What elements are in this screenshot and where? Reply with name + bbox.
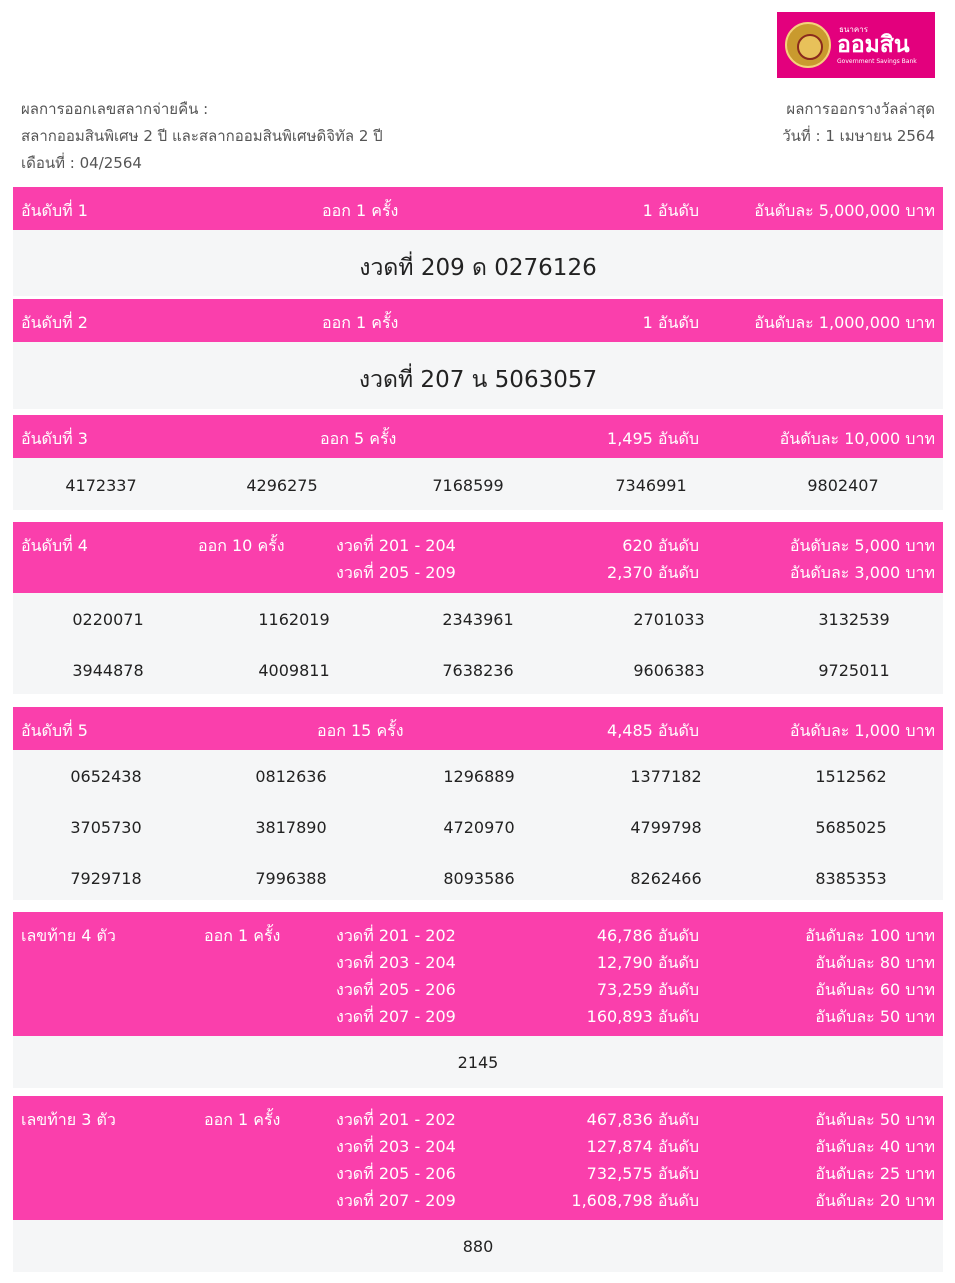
prize4-numbers [13,593,943,694]
prize4-amount: อันดับละ 3,000 บาท [789,563,935,582]
last3-period: งวดที่ 205 - 206 [336,1164,456,1183]
latest-result-label: ผลการออกรางวัลล่าสุด [786,100,935,118]
last4-period: งวดที่ 201 - 202 [336,926,456,945]
last4-count: 160,893 อันดับ [586,1007,699,1026]
winning-number: 7929718 [70,869,142,888]
last4-rank: เลขท้าย 4 ตัว [21,926,116,945]
header-latest [782,96,935,150]
prize3-count: 1,495 อันดับ [607,429,699,448]
winning-number: 9606383 [633,661,705,680]
prize3-draws: ออก 5 ครั้ง [320,429,397,448]
last4-amount: อันดับละ 50 บาท [815,1007,935,1026]
last3-period: งวดที่ 201 - 202 [336,1110,456,1129]
prize1-header [13,187,943,230]
prize4-count: 2,370 อันดับ [607,563,699,582]
last4-header [13,912,943,1036]
last4-count: 12,790 อันดับ [596,953,699,972]
bank-seal-icon [785,22,831,68]
winning-number: 9802407 [807,476,879,495]
last3-period: งวดที่ 203 - 204 [336,1137,456,1156]
winning-number: 880 [462,1237,494,1256]
winning-number: 3944878 [72,661,144,680]
last3-count: 1,608,798 อันดับ [571,1191,699,1210]
header-product: สลากออมสินพิเศษ 2 ปี และสลากออมสินพิเศษดิจิทัล 2 ปี [21,127,383,145]
winning-number: 4720970 [443,818,515,837]
gsb-logo[interactable] [777,12,935,78]
prize4-header [13,522,943,593]
winning-number: 8385353 [815,869,887,888]
last3-period: งวดที่ 207 - 209 [336,1191,456,1210]
last4-amount: อันดับละ 60 บาท [815,980,935,999]
winning-number: 0812636 [255,767,327,786]
prize1-draws: ออก 1 ครั้ง [322,201,399,220]
prize2-result-row [13,342,943,409]
prize1-rank: อันดับที่ 1 [21,201,88,220]
prize3-header [13,415,943,458]
last3-number-row [13,1220,943,1272]
prize4-period: งวดที่ 205 - 209 [336,563,456,582]
winning-number: 2343961 [442,610,514,629]
last3-count: 732,575 อันดับ [586,1164,699,1183]
winning-number: 1512562 [815,767,887,786]
prize5-header [13,707,943,750]
prize5-rank: อันดับที่ 5 [21,721,88,740]
logo-english-name: Government Savings Bank [837,57,917,65]
last3-count: 127,874 อันดับ [586,1137,699,1156]
last3-rank: เลขท้าย 3 ตัว [21,1110,116,1129]
prize4-draws: ออก 10 ครั้ง [198,536,285,555]
last3-draws: ออก 1 ครั้ง [204,1110,281,1129]
winning-number: 9725011 [818,661,890,680]
header-info [21,96,383,177]
last3-header [13,1096,943,1220]
winning-number: 1377182 [630,767,702,786]
prize1-result-row [13,230,943,296]
winning-number: 7996388 [255,869,327,888]
prize3-rank: อันดับที่ 3 [21,429,88,448]
prize2-draws: ออก 1 ครั้ง [322,313,399,332]
last3-amount: อันดับละ 25 บาท [815,1164,935,1183]
last4-period: งวดที่ 203 - 204 [336,953,456,972]
prize4-count: 620 อันดับ [622,536,699,555]
winning-number: 3705730 [70,818,142,837]
prize2-count: 1 อันดับ [642,313,699,332]
last4-draws: ออก 1 ครั้ง [204,926,281,945]
prize2-result: งวดที่ 207 น 5063057 [358,367,598,393]
winning-number: 1296889 [443,767,515,786]
winning-number: 8262466 [630,869,702,888]
winning-number: 8093586 [443,869,515,888]
header-title: ผลการออกเลขสลากจ่ายคืน : [21,100,209,118]
winning-number: 3817890 [255,818,327,837]
winning-number: 1162019 [258,610,330,629]
prize5-amount: อันดับละ 1,000 บาท [789,721,935,740]
prize2-header [13,299,943,342]
winning-number: 4799798 [630,818,702,837]
winning-number: 0220071 [72,610,144,629]
prize1-amount: อันดับละ 5,000,000 บาท [754,201,935,220]
prize1-result: งวดที่ 209 ด 0276126 [359,255,597,281]
prize2-amount: อันดับละ 1,000,000 บาท [754,313,935,332]
winning-number: 7346991 [615,476,687,495]
winning-number: 4296275 [246,476,318,495]
prize2-rank: อันดับที่ 2 [21,313,88,332]
prize3-numbers [13,458,943,510]
last3-amount: อันดับละ 50 บาท [815,1110,935,1129]
winning-number: 7168599 [432,476,504,495]
last4-amount: อันดับละ 80 บาท [815,953,935,972]
latest-result-date: วันที่ : 1 เมษายน 2564 [782,127,935,145]
header-month: เดือนที่ : 04/2564 [21,154,142,172]
prize4-period: งวดที่ 201 - 204 [336,536,456,555]
winning-number: 7638236 [442,661,514,680]
last4-period: งวดที่ 205 - 206 [336,980,456,999]
winning-number: 4172337 [65,476,137,495]
prize4-rank: อันดับที่ 4 [21,536,88,555]
prize1-count: 1 อันดับ [642,201,699,220]
prize4-amount: อันดับละ 5,000 บาท [789,536,935,555]
last4-count: 73,259 อันดับ [596,980,699,999]
winning-number: 3132539 [818,610,890,629]
last3-amount: อันดับละ 40 บาท [815,1137,935,1156]
logo-name: ออมสิน [837,31,910,58]
logo-small-text: ธนาคาร [839,24,868,34]
winning-number: 5685025 [815,818,887,837]
winning-number: 2145 [457,1053,499,1072]
last3-count: 467,836 อันดับ [586,1110,699,1129]
prize5-numbers [13,750,943,900]
winning-number: 0652438 [70,767,142,786]
last4-count: 46,786 อันดับ [596,926,699,945]
prize5-draws: ออก 15 ครั้ง [317,721,404,740]
winning-number: 4009811 [258,661,330,680]
last4-amount: อันดับละ 100 บาท [805,926,935,945]
winning-number: 2701033 [633,610,705,629]
prize5-count: 4,485 อันดับ [607,721,699,740]
last4-number-row [13,1036,943,1088]
prize3-amount: อันดับละ 10,000 บาท [779,429,935,448]
last4-period: งวดที่ 207 - 209 [336,1007,456,1026]
last3-amount: อันดับละ 20 บาท [815,1191,935,1210]
